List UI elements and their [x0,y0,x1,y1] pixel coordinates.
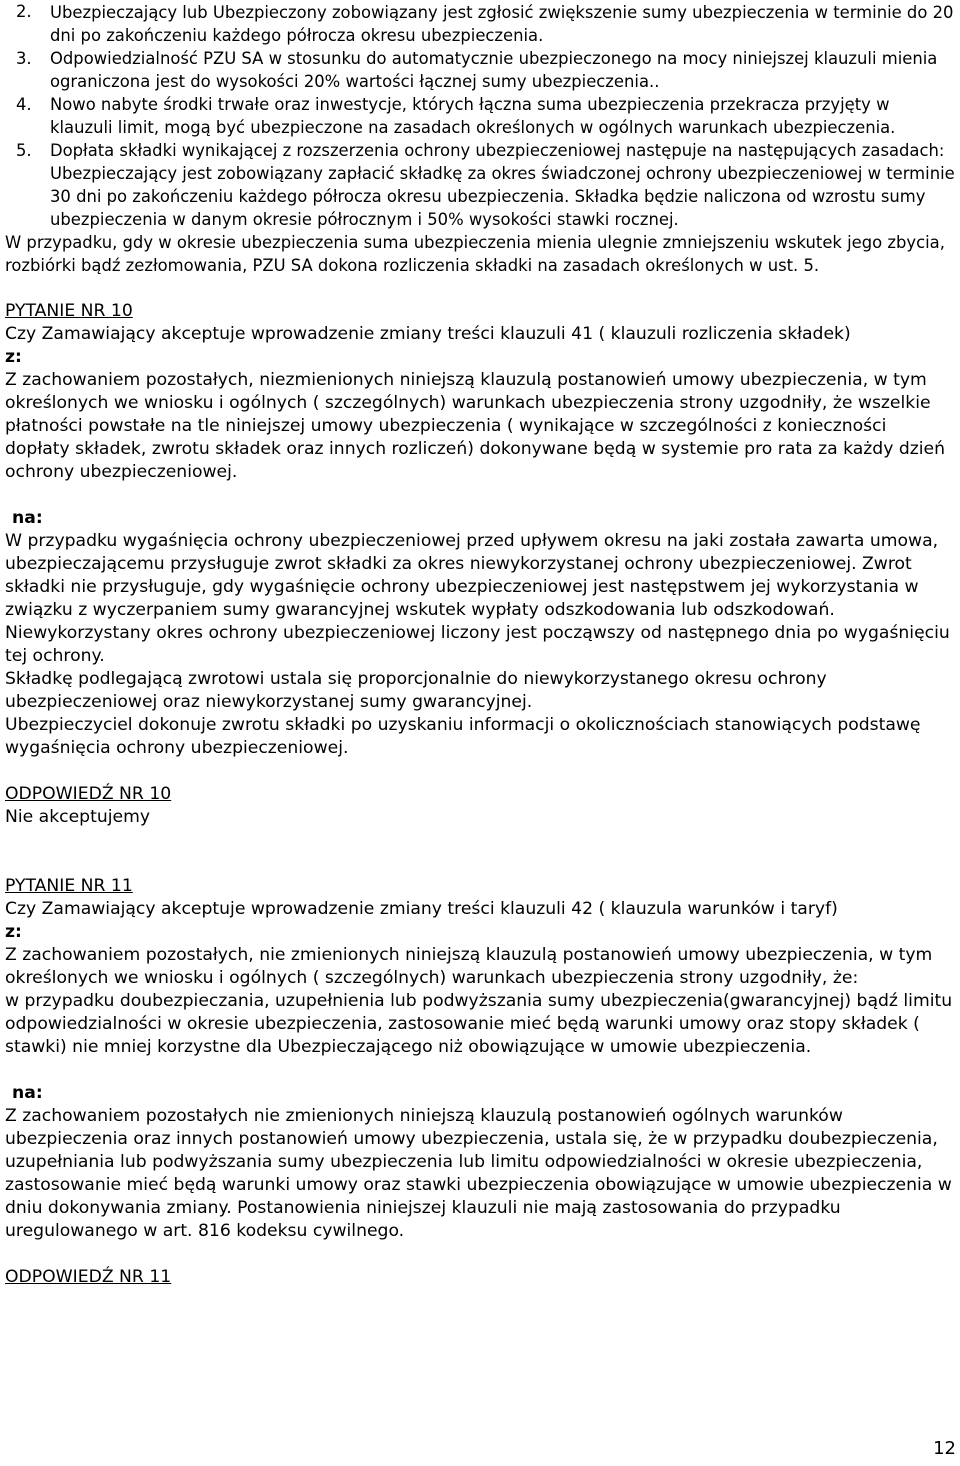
list-text: Dopłata składki wynikającej z rozszerzenia ochrony ubezpieczeniowej następuje na następujących zasadach: Ubezpieczający jest zobowiązany zapłacić składkę za okres świadczonej ochrony ubezpieczeniowej w terminie 30 dni po zakończeniu każdego półrocza okresu ubezpieczenia. Składka będzie naliczona od wzrostu sumy ubezpieczenia w danym okresie półrocznym i 50% wysokości stawki rocznej. [50,141,955,229]
question-11-text: Czy Zamawiający akceptuje wprowadzenie zmiany treści klauzuli 42 ( klauzula warunków i taryf) [5,899,838,919]
question-10-na-paragraph: Ubezpieczyciel dokonuje zwrotu składki po uzyskaniu informacji o okolicznościach stanowiących podstawę wygaśnięcia ochrony ubezpieczeniowej. [5,715,921,758]
document-page [5,0,955,1289]
list-text: Odpowiedzialność PZU SA w stosunku do automatycznie ubezpieczonego na mocy niniejszej klauzuli mienia ograniczona jest do wysokości 20% wartości łącznej sumy ubezpieczenia.. [50,49,938,91]
list-number: 2. [16,2,32,21]
list-number: 3. [16,49,32,68]
answer-11-heading: ODPOWIEDŹ NR 11 [5,1267,172,1287]
question-11-na-label: na: [12,1083,43,1103]
question-10-na-paragraph: W przypadku wygaśnięcia ochrony ubezpieczeniowej przed upływem okresu na jaki została zawarta umowa, ubezpieczającemu przysługuje zwrot składki za okres niewykorzystanej ochrony ubezpieczeniowej. Zwrot składki nie przysługuje, gdy wygaśnięcie ochrony ubezpieczeniowej jest następstwem jej wykorzystania w związku z wyczerpaniem sumy gwarancyjnej wskutek wypłaty odszkodowania lub odszkodowań. [5,531,939,620]
list-text: Ubezpieczający lub Ubezpieczony zobowiązany jest zgłosić zwiększenie sumy ubezpieczenia w terminie do 20 dni po zakończeniu każdego półrocza okresu ubezpieczenia. [50,3,954,45]
question-11-na-text: Z zachowaniem pozostałych nie zmienionych niniejszą klauzulą postanowień ogólnych warunków ubezpieczenia oraz innych postanowień umowy ubezpieczenia, ustala się, że w przypadku doubezpieczenia, uzupełniania lub podwyższania sumy ubezpieczenia lub limitu odpowiedzialności w okresie ubezpieczenia, zastosowanie mieć będą warunki umowy oraz stawki ubezpieczenia obowiązujące w umowie ubezpieczenia w dniu dokonywania zmiany. Postanowienia niniejszej klauzuli nie mają zastosowania do przypadku uregulowanego w art. 816 kodeksu cywilnego. [5,1106,952,1241]
question-11-z-label: z: [5,922,22,942]
page-number: 12 [933,1438,956,1459]
list-item [5,93,955,139]
question-10-heading: PYTANIE NR 10 [5,301,133,321]
list-item [5,139,955,231]
question-10-na-paragraph: Składkę podlegającą zwrotowi ustala się proporcjonalnie do niewykorzystanego okresu ochrony ubezpieczeniowej oraz niewykorzystanej sumy gwarancyjnej. [5,669,827,712]
question-10-text: Czy Zamawiający akceptuje wprowadzenie zmiany treści klauzuli 41 ( klauzuli rozliczenia składek) [5,324,851,344]
after-list-paragraph: W przypadku, gdy w okresie ubezpieczenia suma ubezpieczenia mienia ulegnie zmniejszeniu wskutek jego zbycia, rozbiórki bądź zezłomowania, PZU SA dokona rozliczenia składki na zasadach określonych w ust. 5. [5,233,945,275]
question-11-heading: PYTANIE NR 11 [5,876,133,896]
question-10-na-label: na: [12,508,43,528]
question-10-z-label: z: [5,347,22,367]
answer-10-heading: ODPOWIEDŹ NR 10 [5,784,172,804]
list-item [5,0,955,47]
question-10-z-text: Z zachowaniem pozostałych, niezmienionych niniejszą klauzulą postanowień umowy ubezpieczenia, w tym określonych we wniosku i ogólnych ( szczególnych) warunkach ubezpieczenia strony uzgodniły, że wszelkie płatności powstałe na tle niniejszej umowy ubezpieczenia ( wynikające w szczególności z konieczności dopłaty składek, zwrotu składek oraz innych rozliczeń) dokonywane będą w systemie pro rata za każdy dzień ochrony ubezpieczeniowej. [5,370,946,482]
question-10-na-paragraph: Niewykorzystany okres ochrony ubezpieczeniowej liczony jest począwszy od następnego dnia po wygaśnięciu tej ochrony. [5,623,950,666]
list-number: 5. [16,141,32,160]
list-item [5,47,955,93]
list-text: Nowo nabyte środki trwałe oraz inwestycje, których łączna suma ubezpieczenia przekracza przyjęty w klauzuli limit, mogą być ubezpieczone na zasadach określonych w ogólnych warunkach ubezpieczenia. [50,95,896,137]
question-11-z-paragraph: Z zachowaniem pozostałych, nie zmienionych niniejszą klauzulą postanowień umowy ubezpieczenia, w tym określonych we wniosku i ogólnych ( szczególnych) warunkach ubezpieczenia strony uzgodniły, że: [5,945,933,988]
answer-10-text: Nie akceptujemy [5,807,150,827]
list-number: 4. [16,95,32,114]
question-11-z-paragraph: w przypadku doubezpieczania, uzupełnienia lub podwyższania sumy ubezpieczenia(gwarancyjnej) bądź limitu odpowiedzialności w okresie ubezpieczenia, zastosowanie mieć będą warunki umowy oraz stopy składek ( stawki) nie mniej korzystne dla Ubezpieczającego niż obowiązujące w umowie ubezpieczenia. [5,991,953,1057]
